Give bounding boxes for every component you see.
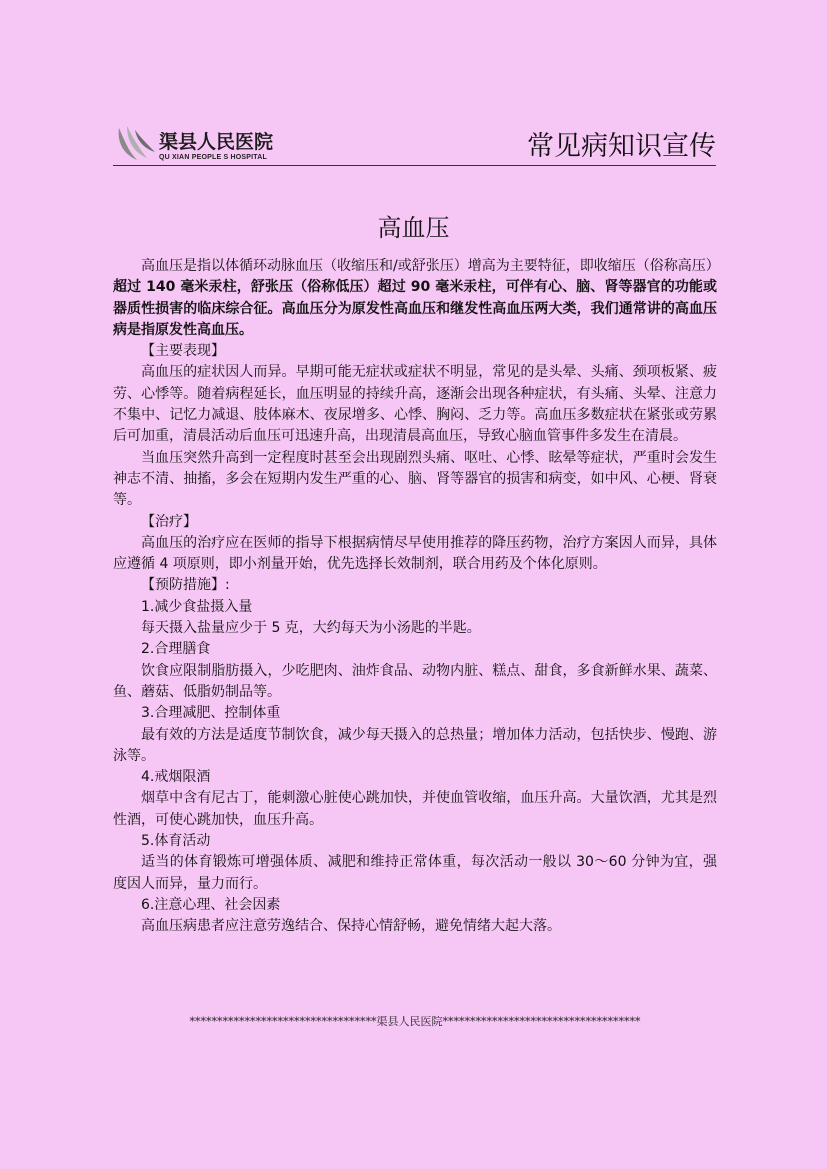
symptoms-paragraph-1: 高血压的症状因人而异。早期可能无症状或症状不明显，常见的是头晕、头痛、颈项板紧、疲劳、心悸等。随着病程延长，血压明显的持续升高，逐渐会出现各种症状，有头痛、头晕、注意力不集中、记忆力减退、肢体麻木、夜尿增多、心悸、胸闷、乏力等。高血压多数症状在紧张或劳累后可加重，清晨活动后血压可迅速升高，出现清晨高血压，导致心脑血管事件多发生在清晨。 xyxy=(113,364,717,445)
hospital-name: 渠县人民医院 xyxy=(159,131,274,153)
prevention-item-text: 最有效的方法是适度节制饮食，减少每天摄入的总热量；增加体力活动，包括快步、慢跑、游泳等。 xyxy=(113,726,717,764)
prevention-heading: 【预防措施】: xyxy=(141,577,230,594)
prevention-item-title: 1.减少食盐摄入量 xyxy=(141,598,253,615)
prevention-item-text: 高血压病患者应注意劳逸结合、保持心情舒畅，避免情绪大起大落。 xyxy=(141,918,561,935)
symptoms-heading: 【主要表现】 xyxy=(141,343,225,360)
prevention-item-title: 4.戒烟限酒 xyxy=(141,769,211,786)
prevention-item-text: 适当的体育锻炼可增强体质、减肥和维持正常体重，每次活动一般以 30～60 分钟为宜，强度因人而异，量力而行。 xyxy=(113,854,717,892)
prevention-item-text: 每天摄入盐量应少于 5 克，大约每天为小汤匙的半匙。 xyxy=(141,620,481,637)
page-footer xyxy=(110,1013,720,1029)
treatment-heading: 【治疗】 xyxy=(141,513,197,530)
leaf-logo-icon xyxy=(113,124,157,162)
prevention-item-title: 6.注意心理、社会因素 xyxy=(141,896,281,913)
footer-stars-left: ********************************** xyxy=(189,1015,377,1028)
header-slogan: 常见病知识宣传 xyxy=(527,131,716,162)
prevention-item-title: 2.合理膳食 xyxy=(141,641,211,658)
intro-paragraph xyxy=(113,256,720,341)
page-title: 高血压 xyxy=(377,214,450,242)
article-body xyxy=(113,256,720,938)
header-divider xyxy=(113,165,716,166)
prevention-item-text: 饮食应限制脂肪摄入，少吃肥肉、油炸食品、动物内脏、糕点、甜食，多食新鲜水果、蔬菜、鱼、蘑菇、低脂奶制品等。 xyxy=(113,662,717,700)
intro-text: 高血压是指以体循环动脉血压（收缩压和/或舒张压）增高为主要特征，即收缩压（俗称高压） xyxy=(141,258,720,274)
hospital-logo xyxy=(113,124,313,164)
prevention-item-text: 烟草中含有尼古丁，能刺激心脏使心跳加快，并使血管收缩，血压升高。大量饮酒，尤其是烈性酒，可使心跳加快，血压升高。 xyxy=(113,790,717,828)
symptoms-paragraph-2: 当血压突然升高到一定程度时甚至会出现剧烈头痛、呕吐、心悸、眩晕等症状，严重时会发生神志不清、抽搐，多会在短期内发生严重的心、脑、肾等器官的损害和病变，如中风、心梗、肾衰等。 xyxy=(113,449,717,509)
footer-stars-right: ************************************ xyxy=(442,1015,641,1028)
hospital-name-en: QU XIAN PEOPLE S HOSPITAL xyxy=(159,154,267,161)
intro-bold-text: 超过 140 毫米汞柱，舒张压（俗称低压）超过 90 毫米汞柱，可伴有心、脑、肾等器官的功能或器质性损害的临床综合征。高血压分为原发性高血压和继发性高血压两大类，我们通常讲的高血压病是指原发性高血压。 xyxy=(113,279,717,338)
prevention-item-title: 5.体育活动 xyxy=(141,833,211,850)
footer-hospital-name: 渠县人民医院 xyxy=(376,1015,443,1028)
treatment-paragraph: 高血压的治疗应在医师的指导下根据病情尽早使用推荐的降压药物，治疗方案因人而异，具体应遵循 4 项原则，即小剂量开始，优先选择长效制剂，联合用药及个体化原则。 xyxy=(113,534,717,573)
prevention-item-title: 3.合理减肥、控制体重 xyxy=(141,705,281,722)
page-header xyxy=(113,118,716,166)
